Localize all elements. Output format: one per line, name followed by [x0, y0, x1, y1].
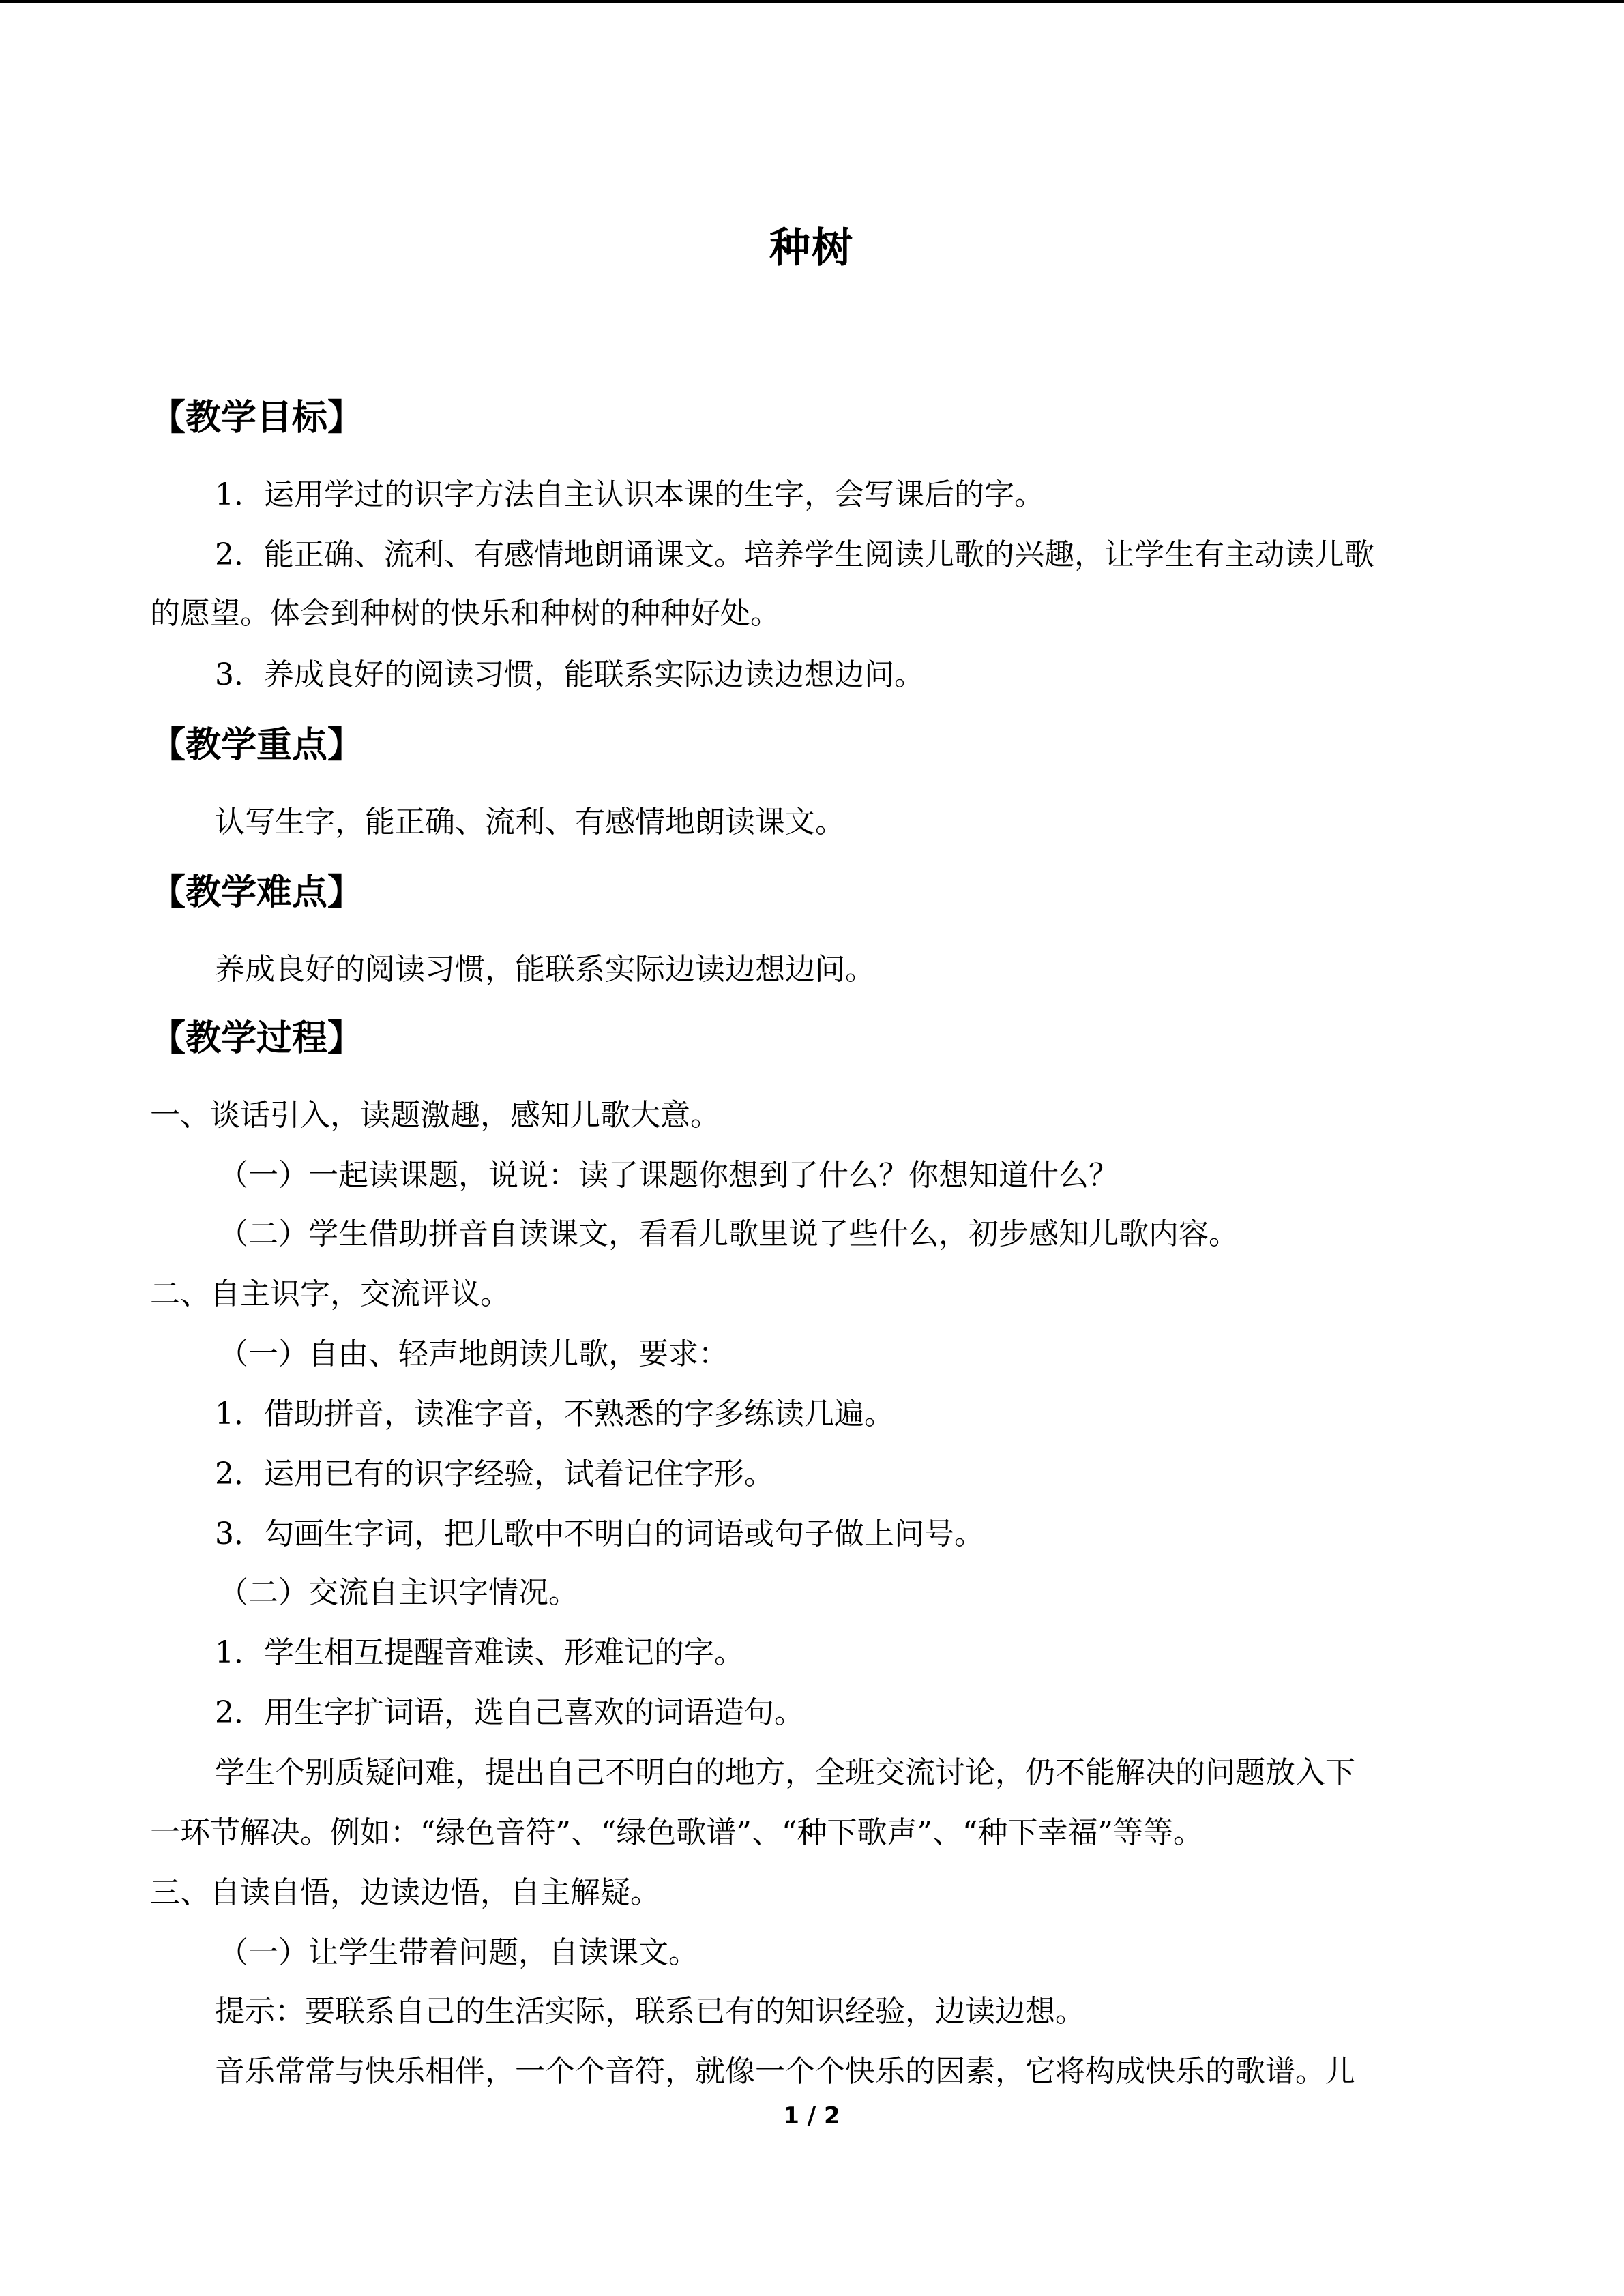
- goal-line-1: 1．运用学过的识字方法自主认识本课的生字，会写课后的字。: [215, 477, 1044, 512]
- goal-line-2: 2．能正确、流利、有感情地朗诵课文。培养学生阅读儿歌的兴趣，让学生有主动读儿歌: [215, 537, 1374, 572]
- goal-line-3: 3．养成良好的阅读习惯，能联系实际边读边想边问。: [215, 657, 924, 692]
- process-line-7: 2．运用已有的识字经验，试着记住字形。: [215, 1457, 774, 1491]
- process-line-6: 1．借助拼音，读准字音，不熟悉的字多练读几遍。: [215, 1397, 894, 1431]
- process-line-16: 音乐常常与快乐相伴，一个个音符，就像一个个快乐的因素，它将构成快乐的歌谱。儿: [215, 2054, 1355, 2089]
- process-line-11: 2．用生字扩词语，选自己喜欢的词语造句。: [215, 1695, 804, 1730]
- section-heading-goals: 【教学目标】: [150, 398, 364, 438]
- section-heading-difficulty: 【教学难点】: [150, 872, 364, 913]
- process-line-14: （一）让学生带着问题，自读课文。: [218, 1935, 698, 1970]
- process-line-1: 一、谈话引入，读题激趣，感知儿歌大意。: [150, 1098, 720, 1133]
- key-text: 认写生字，能正确、流利、有感情地朗读课文。: [215, 805, 845, 839]
- process-line-13: 三、自读自悟，边读边悟，自主解疑。: [150, 1875, 660, 1910]
- section-heading-key: 【教学重点】: [150, 725, 364, 766]
- process-line-10: 1．学生相互提醒音难读、形难记的字。: [215, 1635, 744, 1670]
- process-line-3: （二）学生借助拼音自读课文，看看儿歌里说了些什么，初步感知儿歌内容。: [218, 1217, 1239, 1251]
- process-line-5: （一）自由、轻声地朗读儿歌，要求：: [218, 1337, 728, 1371]
- document-title: 种树: [769, 224, 854, 272]
- process-line-12: 学生个别质疑问难，提出自己不明白的地方，全班交流讨论，仍不能解决的问题放入下: [215, 1755, 1355, 1790]
- page-number: 1 / 2: [783, 2102, 840, 2130]
- section-heading-process: 【教学过程】: [150, 1018, 364, 1059]
- process-line-2: （一）一起读课题，说说：读了课题你想到了什么？你想知道什么？: [218, 1158, 1119, 1193]
- process-line-12-cont: 一环节解决。例如：“绿色音符”、“绿色歌谱”、“种下歌声”、“种下幸福”等等。: [150, 1815, 1203, 1850]
- goal-line-2-cont: 的愿望。体会到种树的快乐和种树的种种好处。: [150, 596, 780, 631]
- process-line-9: （二）交流自主识字情况。: [218, 1575, 578, 1610]
- process-line-4: 二、自主识字，交流评议。: [150, 1277, 510, 1311]
- difficulty-text: 养成良好的阅读习惯，能联系实际边读边想边问。: [215, 952, 875, 987]
- process-line-15: 提示：要联系自己的生活实际，联系已有的知识经验，边读边想。: [215, 1994, 1085, 2029]
- document-page: [150, 0, 1473, 2296]
- process-line-8: 3．勾画生字词，把儿歌中不明白的词语或句子做上问号。: [215, 1517, 984, 1551]
